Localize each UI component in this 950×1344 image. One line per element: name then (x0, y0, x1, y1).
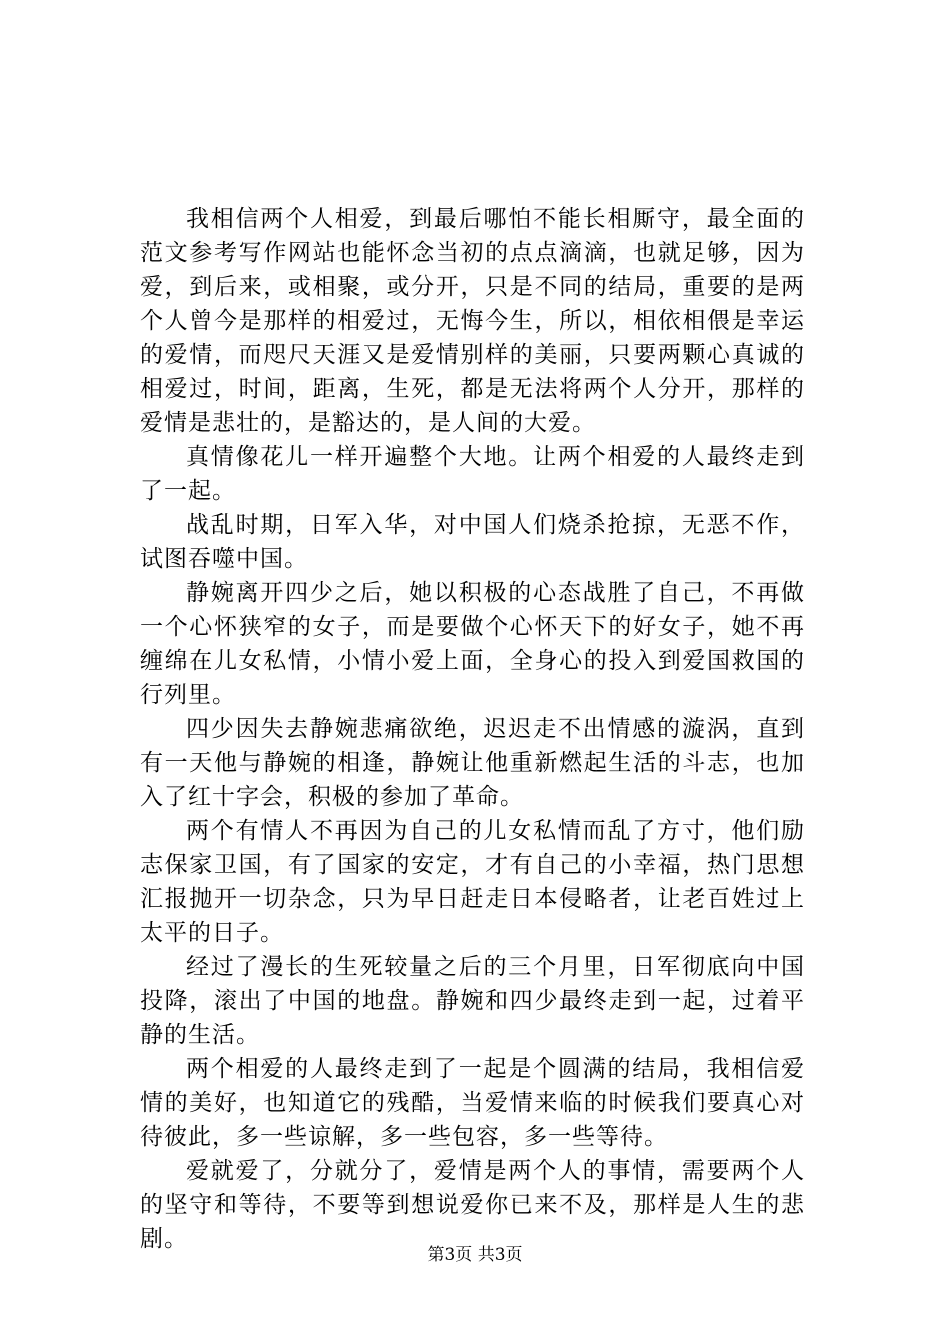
page-footer (0, 1244, 950, 1266)
paragraph-3: 战乱时期，日军入华，对中国人们烧杀抢掠，无恶不作，试图吞噬中国。 (140, 512, 805, 572)
paragraph-8: 两个相爱的人最终走到了一起是个圆满的结局，我相信爱情的美好，也知道它的残酷，当爱情来临的时候我们要真心对待彼此，多一些谅解，多一些包容，多一些等待。 (140, 1056, 805, 1150)
paragraph-4: 静婉离开四少之后，她以积极的心态战胜了自己，不再做一个心怀狭窄的女子，而是要做个心怀天下的好女子，她不再缠绵在儿女私情，小情小爱上面，全身心的投入到爱国救国的行列里。 (140, 580, 805, 708)
paragraph-1: 我相信两个人相爱，到最后哪怕不能长相厮守，最全面的范文参考写作网站也能怀念当初的点点滴滴，也就足够，因为爱，到后来，或相聚，或分开，只是不同的结局，重要的是两个人曾今是那样的相爱过，无悔今生，所以，相依相偎是幸运的爱情，而咫尺天涯又是爱情别样的美丽，只要两颗心真诚的相爱过，时间，距离，生死，都是无法将两个人分开，那样的爱情是悲壮的，是豁达的，是人间的大爱。 (140, 206, 805, 436)
paragraph-6: 两个有情人不再因为自己的儿女私情而乱了方寸，他们励志保家卫国，有了国家的安定，才有自己的小幸福，热门思想汇报抛开一切杂念，只为早日赶走日本侵略者，让老百姓过上太平的日子。 (140, 818, 805, 946)
paragraph-2: 真情像花儿一样开遍整个大地。让两个相爱的人最终走到了一起。 (140, 444, 805, 504)
paragraph-5: 四少因失去静婉悲痛欲绝，迟迟走不出情感的漩涡，直到有一天他与静婉的相逢，静婉让他重新燃起生活的斗志，也加入了红十字会，积极的参加了革命。 (140, 716, 805, 810)
paragraph-7: 经过了漫长的生死较量之后的三个月里，日军彻底向中国投降，滚出了中国的地盘。静婉和四少最终走到一起，过着平静的生活。 (140, 954, 805, 1048)
paragraph-9: 爱就爱了，分就分了，爱情是两个人的事情，需要两个人的坚守和等待，不要等到想说爱你已来不及，那样是人生的悲剧。 (140, 1158, 805, 1252)
page-number-label: 第3页 共3页 (427, 1245, 523, 1265)
document-body (140, 202, 805, 1256)
